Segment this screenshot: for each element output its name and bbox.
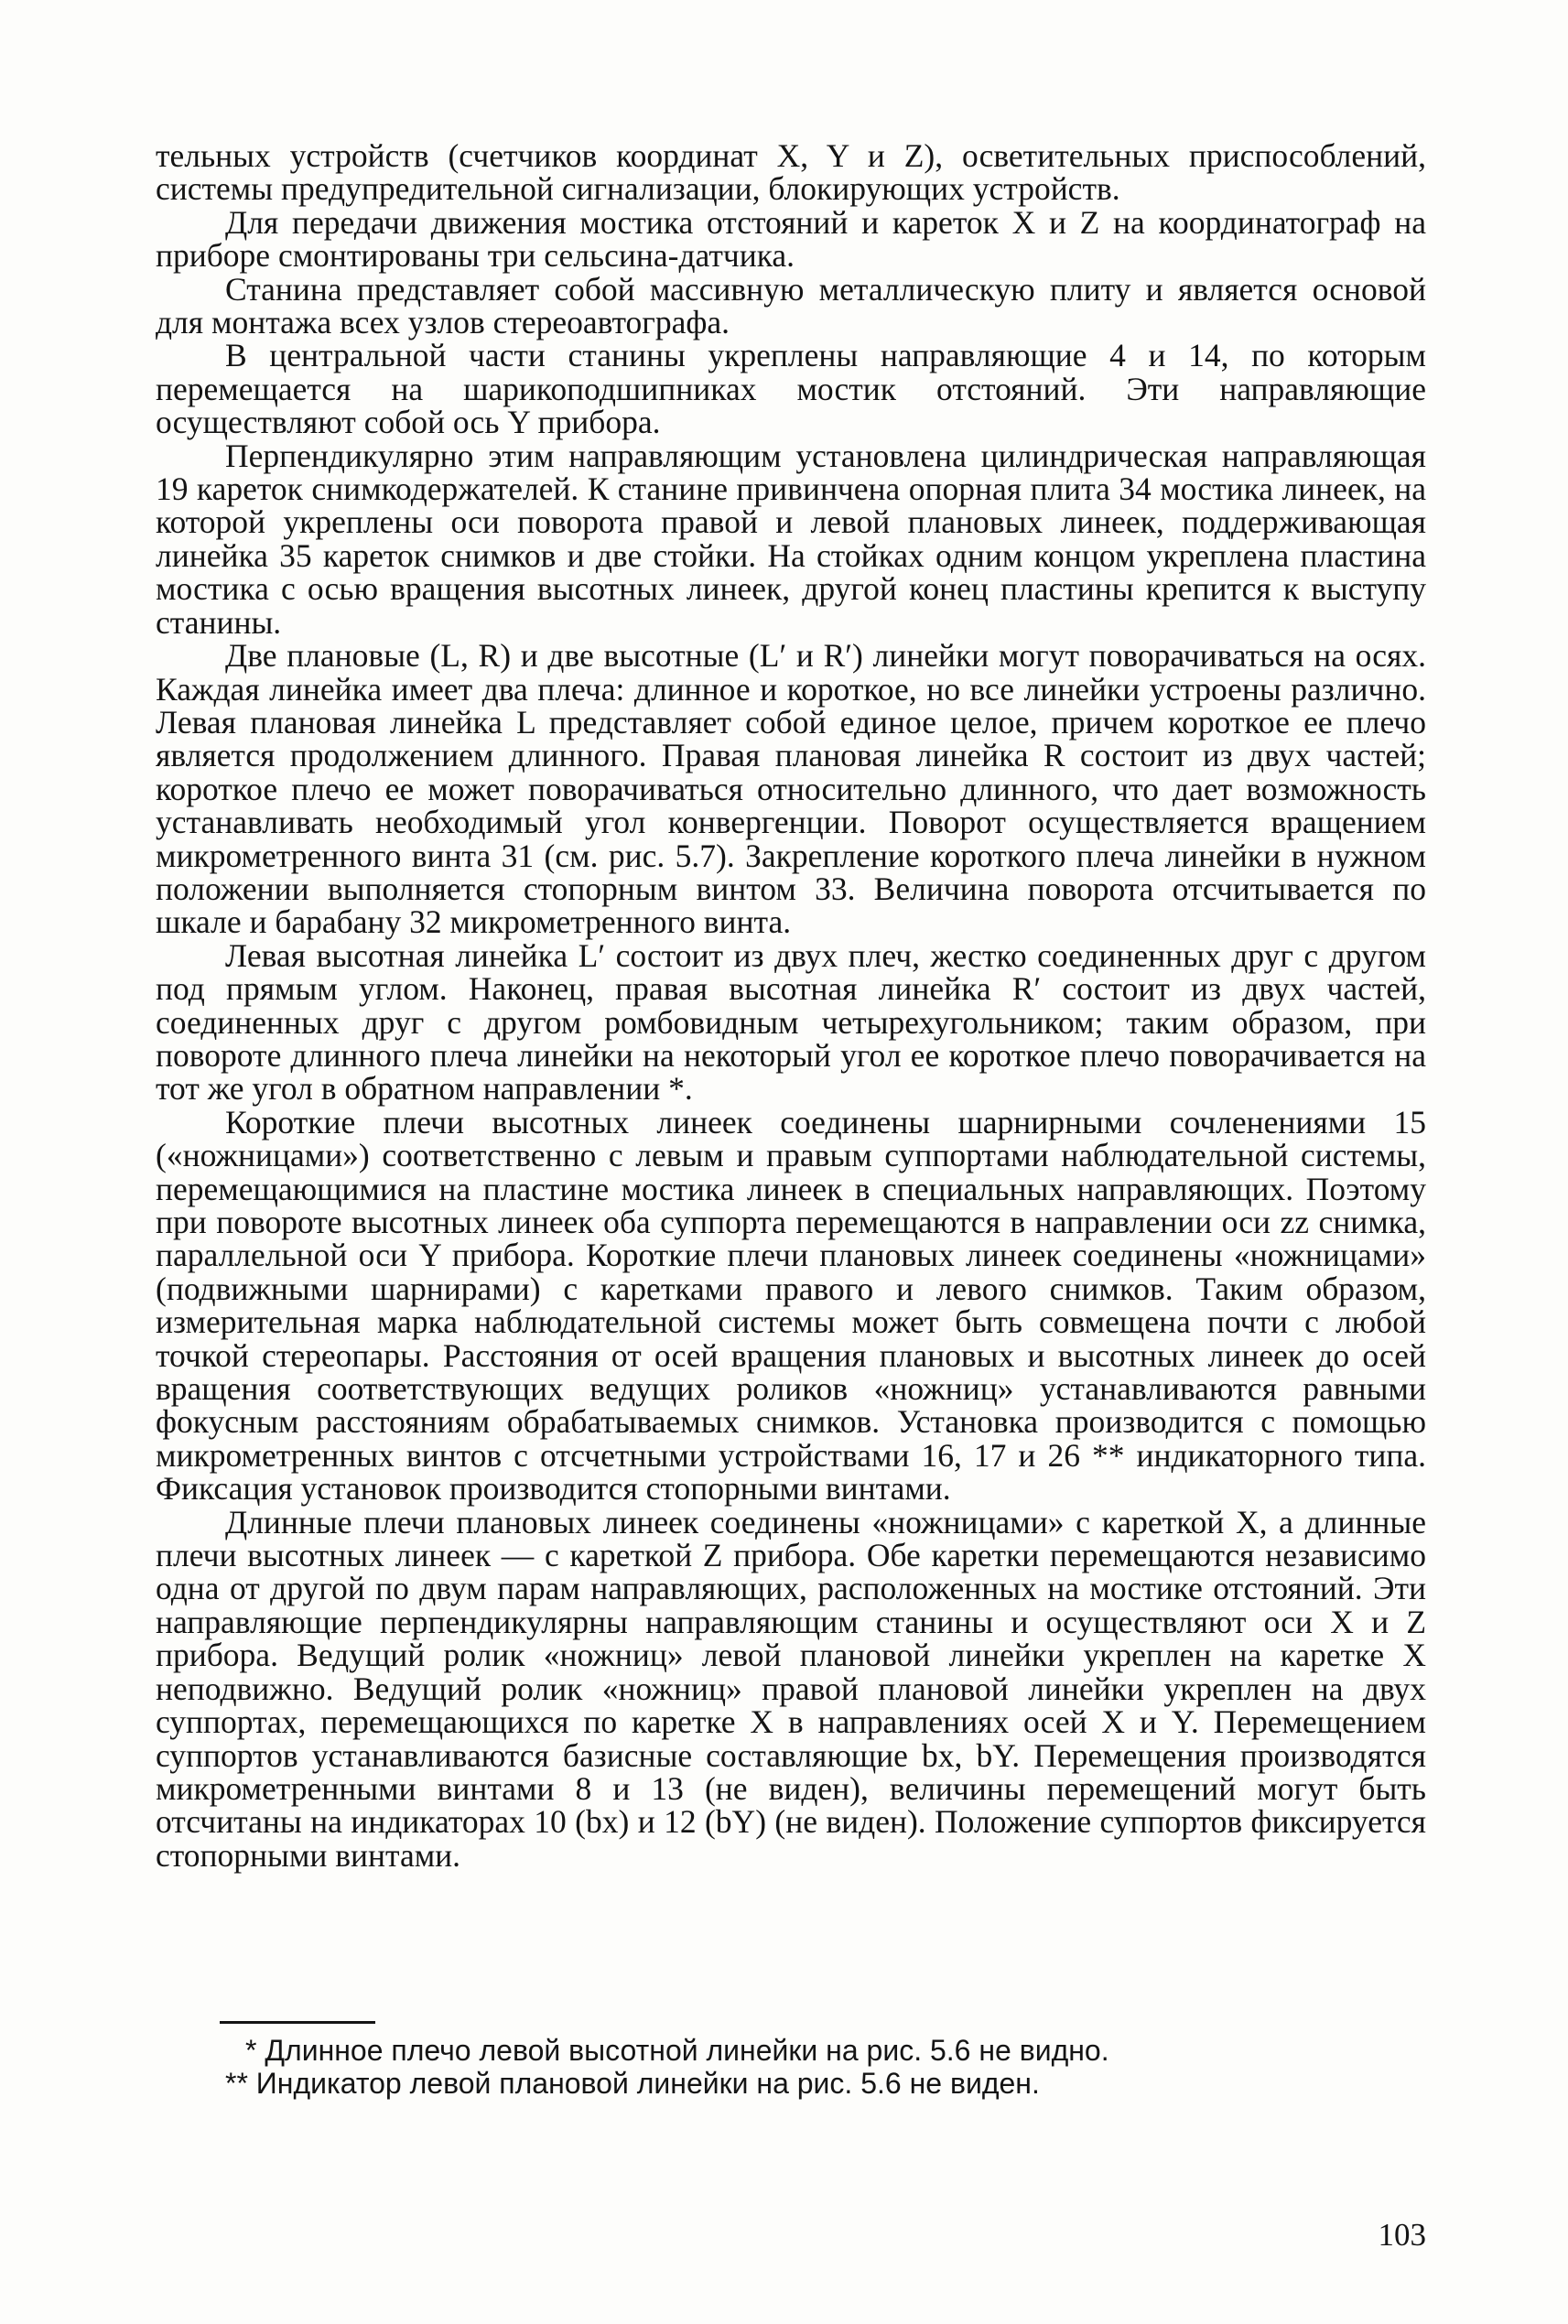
paragraph: Станина представляет собой массивную металлическую плиту и является основой для монтажа всех узлов стереоавтографа. xyxy=(156,270,1426,341)
paragraph: Короткие плечи высотных линеек соединены шарнирными сочленениями 15 («ножницами») соответственно с левым и правым суппортами наблюдательной системы, перемещающимися на пластине мостика линеек в специальных направляющих. Поэтому при повороте высотных линеек оба суппорта перемещаются в направлении оси zz снимка, параллельной оси Y прибора. Короткие плечи плановых линеек соединены «ножницами» (подвижными шарнирами) с каретками правого и левого снимков. Таким образом, измерительная марка наблюдательной системы может быть совмещена почти с любой точкой стереопары. Расстояния от осей вращения плановых и высотных линеек до осей вращения соответствующих ведущих роликов «ножниц» устанавливаются равными фокусным расстояниям обрабатываемых снимков. Установка производится с помощью микрометренных винтов с отсчетными устройствами 16, 17 и 26 ** индикаторного типа. Фиксация установок производится стопорными винтами. xyxy=(156,1103,1426,1508)
paragraph-continuation: тельных устройств (счетчиков координат X, Y и Z), осветительных приспособлений, системы предупредительной сигнализации, блокирующих устройств. xyxy=(156,137,1426,208)
paragraph: Две плановые (L, R) и две высотные (L′ и R′) линейки могут поворачиваться на осях. Каждая линейка имеет два плеча: длинное и короткое, но все линейки устроены различно. Левая плановая линейка L представляет собой единое целое, причем короткое ее плечо является продолжением длинного. Правая плановая линейка R состоит из двух частей; короткое плечо ее может поворачиваться относительно длинного, что дает возможность устанавливать необходимый угол конвергенции. Поворот осуществляется вращением микрометренного винта 31 (см. рис. 5.7). Закрепление короткого плеча линейки в нужном положении выполняется стопорным винтом 33. Величина поворота отсчитывается по шкале и барабану 32 микрометренного винта. xyxy=(156,637,1426,941)
paragraph: Перпендикулярно этим направляющим установлена цилиндрическая направляющая 19 кареток снимкодержателей. К станине привинчена опорная плита 34 мостика линеек, на которой укреплены оси поворота правой и левой плановых линеек, поддерживающая линейка 35 кареток снимков и две стойки. На стойках одним концом укреплена пластина мостика с осью вращения высотных линеек, другой конец пластины крепится к выступу станины. xyxy=(156,437,1426,641)
paragraph: Левая высотная линейка L′ состоит из двух плеч, жестко соединенных друг с другом под прямым углом. Наконец, правая высотная линейка R′ состоит из двух частей, соединенных друг с другом ромбовидным четырехугольником; таким образом, при повороте длинного плеча линейки на некоторый угол ее короткое плечо поворачивается на тот же угол в обратном направлении *. xyxy=(156,936,1426,1108)
paragraph: В центральной части станины укреплены направляющие 4 и 14, по которым перемещается на шарикоподшипниках мостик отстояний. Эти направляющие осуществляют собой ось Y прибора. xyxy=(156,337,1426,441)
page-number: 103 xyxy=(1378,2217,1426,2253)
footnote: * Длинное плечо левой высотной линейки на рис. 5.6 не видно. xyxy=(245,2034,1109,2067)
paragraph: Длинные плечи плановых линеек соединены «ножницами» с кареткой X, а длинные плечи высотных линеек — с кареткой Z прибора. Обе каретки перемещаются независимо одна от другой по двум парам направляющих, расположенных на мостике отстояний. Эти направляющие перпендикулярны направляющим станины и осуществляют оси X и Z прибора. Ведущий ролик «ножниц» левой плановой линейки укреплен на каретке X неподвижно. Ведущий ролик «ножниц» правой плановой линейки укреплен на двух суппортах, перемещающихся по каретке X в направлениях осей X и Y. Перемещением суппортов устанавливаются базисные составляющие bx, bY. Перемещения производятся микрометренными винтами 8 и 13 (не виден), величины перемещений могут быть отсчитаны на индикаторах 10 (bx) и 12 (bY) (не виден). Положение суппортов фиксируется стопорными винтами. xyxy=(156,1503,1426,1874)
footnote-divider xyxy=(220,2021,375,2024)
footnotes xyxy=(156,2034,1426,2100)
footnote: ** Индикатор левой плановой линейки на рис. 5.6 не виден. xyxy=(225,2067,1040,2100)
paragraph: Для передачи движения мостика отстояний и кареток X и Z на координатограф на приборе смонтированы три сельсина-датчика. xyxy=(156,203,1426,275)
body-text xyxy=(156,139,1426,1872)
